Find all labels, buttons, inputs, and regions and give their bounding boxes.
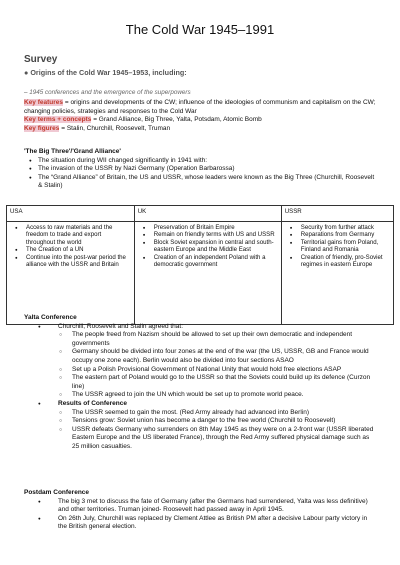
big-three-list (24, 157, 376, 191)
list-item: ● The situation during WII changed significantly in 1941 with: (24, 157, 376, 166)
list-item: ○ The USSR seemed to gain the most. (Red Army already had advanced into Berlin) (24, 409, 376, 418)
list-item: ● Remain on friendly terms with US and USSR (138, 231, 278, 238)
usa-cell (7, 222, 135, 325)
key-definitions (24, 99, 376, 133)
key-figures-label: Key figures (24, 124, 60, 132)
list-item: ● Creation of friendly, pro-Soviet regimes in eastern Europe (285, 254, 390, 269)
list-item (24, 400, 376, 452)
key-features-text: = origins and developments of the CW; influence of the ideologies of communism and capitalism on the CW; changing policies, strategies and responses to the Cold War (24, 99, 376, 115)
big-three-section (24, 148, 376, 191)
key-terms-line (24, 116, 376, 125)
survey-heading: Survey (24, 54, 58, 65)
list-item: ● Preservation of Britain Empire (138, 224, 278, 231)
origins-bullet: ● Origins of the Cold War 1945–1953, including: (24, 68, 187, 77)
key-figures-text: = Stalin, Churchill, Roosevelt, Truman (59, 124, 171, 132)
potsdam-section (24, 489, 376, 532)
column-header-usa: USA (7, 206, 135, 222)
list-item: ● Reparations from Germany (285, 231, 390, 238)
list-item: ● On 26th July, Churchill was replaced by Clement Attlee as British PM after a decisive Labour party victory in the British general election. (24, 515, 376, 532)
uk-cell (134, 222, 281, 325)
list-item: ○ Set up a Polish Provisional Government of National Unity that would hold free elections ASAP (24, 366, 376, 375)
uk-aims-list (138, 224, 278, 268)
usa-aims-list (10, 224, 131, 268)
list-item: ● Security from further attack (285, 224, 390, 231)
list-item: ○ Tensions grow: Soviet union has become a danger to the free world (Churchill to Roosevelt) (24, 417, 376, 426)
agreed-intro: Churchill, Roosevelt and Stalin agreed that: (58, 322, 184, 330)
key-features-label: Key features (24, 99, 64, 106)
column-header-uk: UK (134, 206, 281, 222)
agreed-points-list (24, 331, 376, 400)
yalta-list (24, 323, 376, 452)
list-item: ○ USSR defeats Germany who surrenders on 8th May 1945 as they were on a 2-front war (USSR liberated Eastern Europe and the US liberated France), through the Red Army suffered physical damage such as 25 million casualties. (24, 426, 376, 452)
conferences-subtitle: – 1945 conferences and the emergence of the superpowers (24, 89, 191, 96)
list-item: ● Continue into the post-war period the alliance with the USSR and Britain (10, 254, 131, 269)
list-item: ● The “Grand Alliance” of Britain, the US and USSR, whose leaders were known as the Big Three (Churchill, Roosevelt & Stalin) (24, 174, 376, 191)
ussr-cell (281, 222, 393, 325)
list-item: ○ The USSR agreed to join the UN which would be set up to promote world peace. (24, 391, 376, 400)
key-terms-label: Key terms + concepts (24, 116, 92, 124)
list-item: ○ The people freed from Nazism should be allowed to set up their own democratic and independent governments (24, 331, 376, 348)
list-item: ○ Germany should be divided into four zones at the end of the war (the US, USSR, GB and France would occupy one zone each). Berlin would also be divided into four sections ASAO (24, 348, 376, 365)
key-terms-text: = Grand Alliance, Big Three, Yalta, Potsdam, Atomic Bomb (91, 116, 262, 124)
list-item: ● The big 3 met to discuss the fate of Germany (after the Germans had surrendered, Yalta was less definitive) and other territories. Truman joined- Roosevelt had passed away in April 1945. (24, 498, 376, 515)
results-list (24, 409, 376, 452)
potsdam-list (24, 498, 376, 532)
list-item: ● The invasion of the USSR by Nazi Germany (Operation Barbarossa) (24, 165, 376, 174)
key-features-line (24, 99, 376, 116)
results-label: Results of Conference (58, 399, 127, 407)
list-item: ● Territorial gains from Poland, Finland and Romania (285, 239, 390, 254)
ussr-aims-list (285, 224, 390, 268)
table-header-row (7, 206, 394, 222)
potsdam-heading: Postdam Conference (24, 489, 90, 496)
list-item: ○ The eastern part of Poland would go to the USSR so that the Soviets could build up its defence (Curzon line) (24, 374, 376, 391)
column-header-ussr: USSR (281, 206, 393, 222)
page-title: The Cold War 1945–1991 (125, 22, 275, 37)
yalta-section (24, 314, 376, 452)
allies-aims-table (6, 205, 394, 325)
list-item: ● Block Soviet expansion in central and south-eastern Europe and the Middle East (138, 239, 278, 254)
yalta-heading: Yalta Conference (24, 314, 77, 321)
table-row (7, 222, 394, 325)
big-three-heading: 'The Big Three'/'Grand Alliance' (24, 148, 121, 155)
list-item (24, 323, 376, 400)
list-item: ● Access to raw materials and the freedom to trade and export throughout the world (10, 224, 131, 246)
key-figures-line (24, 125, 376, 134)
list-item: ● The Creation of a UN (10, 246, 131, 253)
list-item: ● Creation of an independent Poland with a democratic government (138, 254, 278, 269)
